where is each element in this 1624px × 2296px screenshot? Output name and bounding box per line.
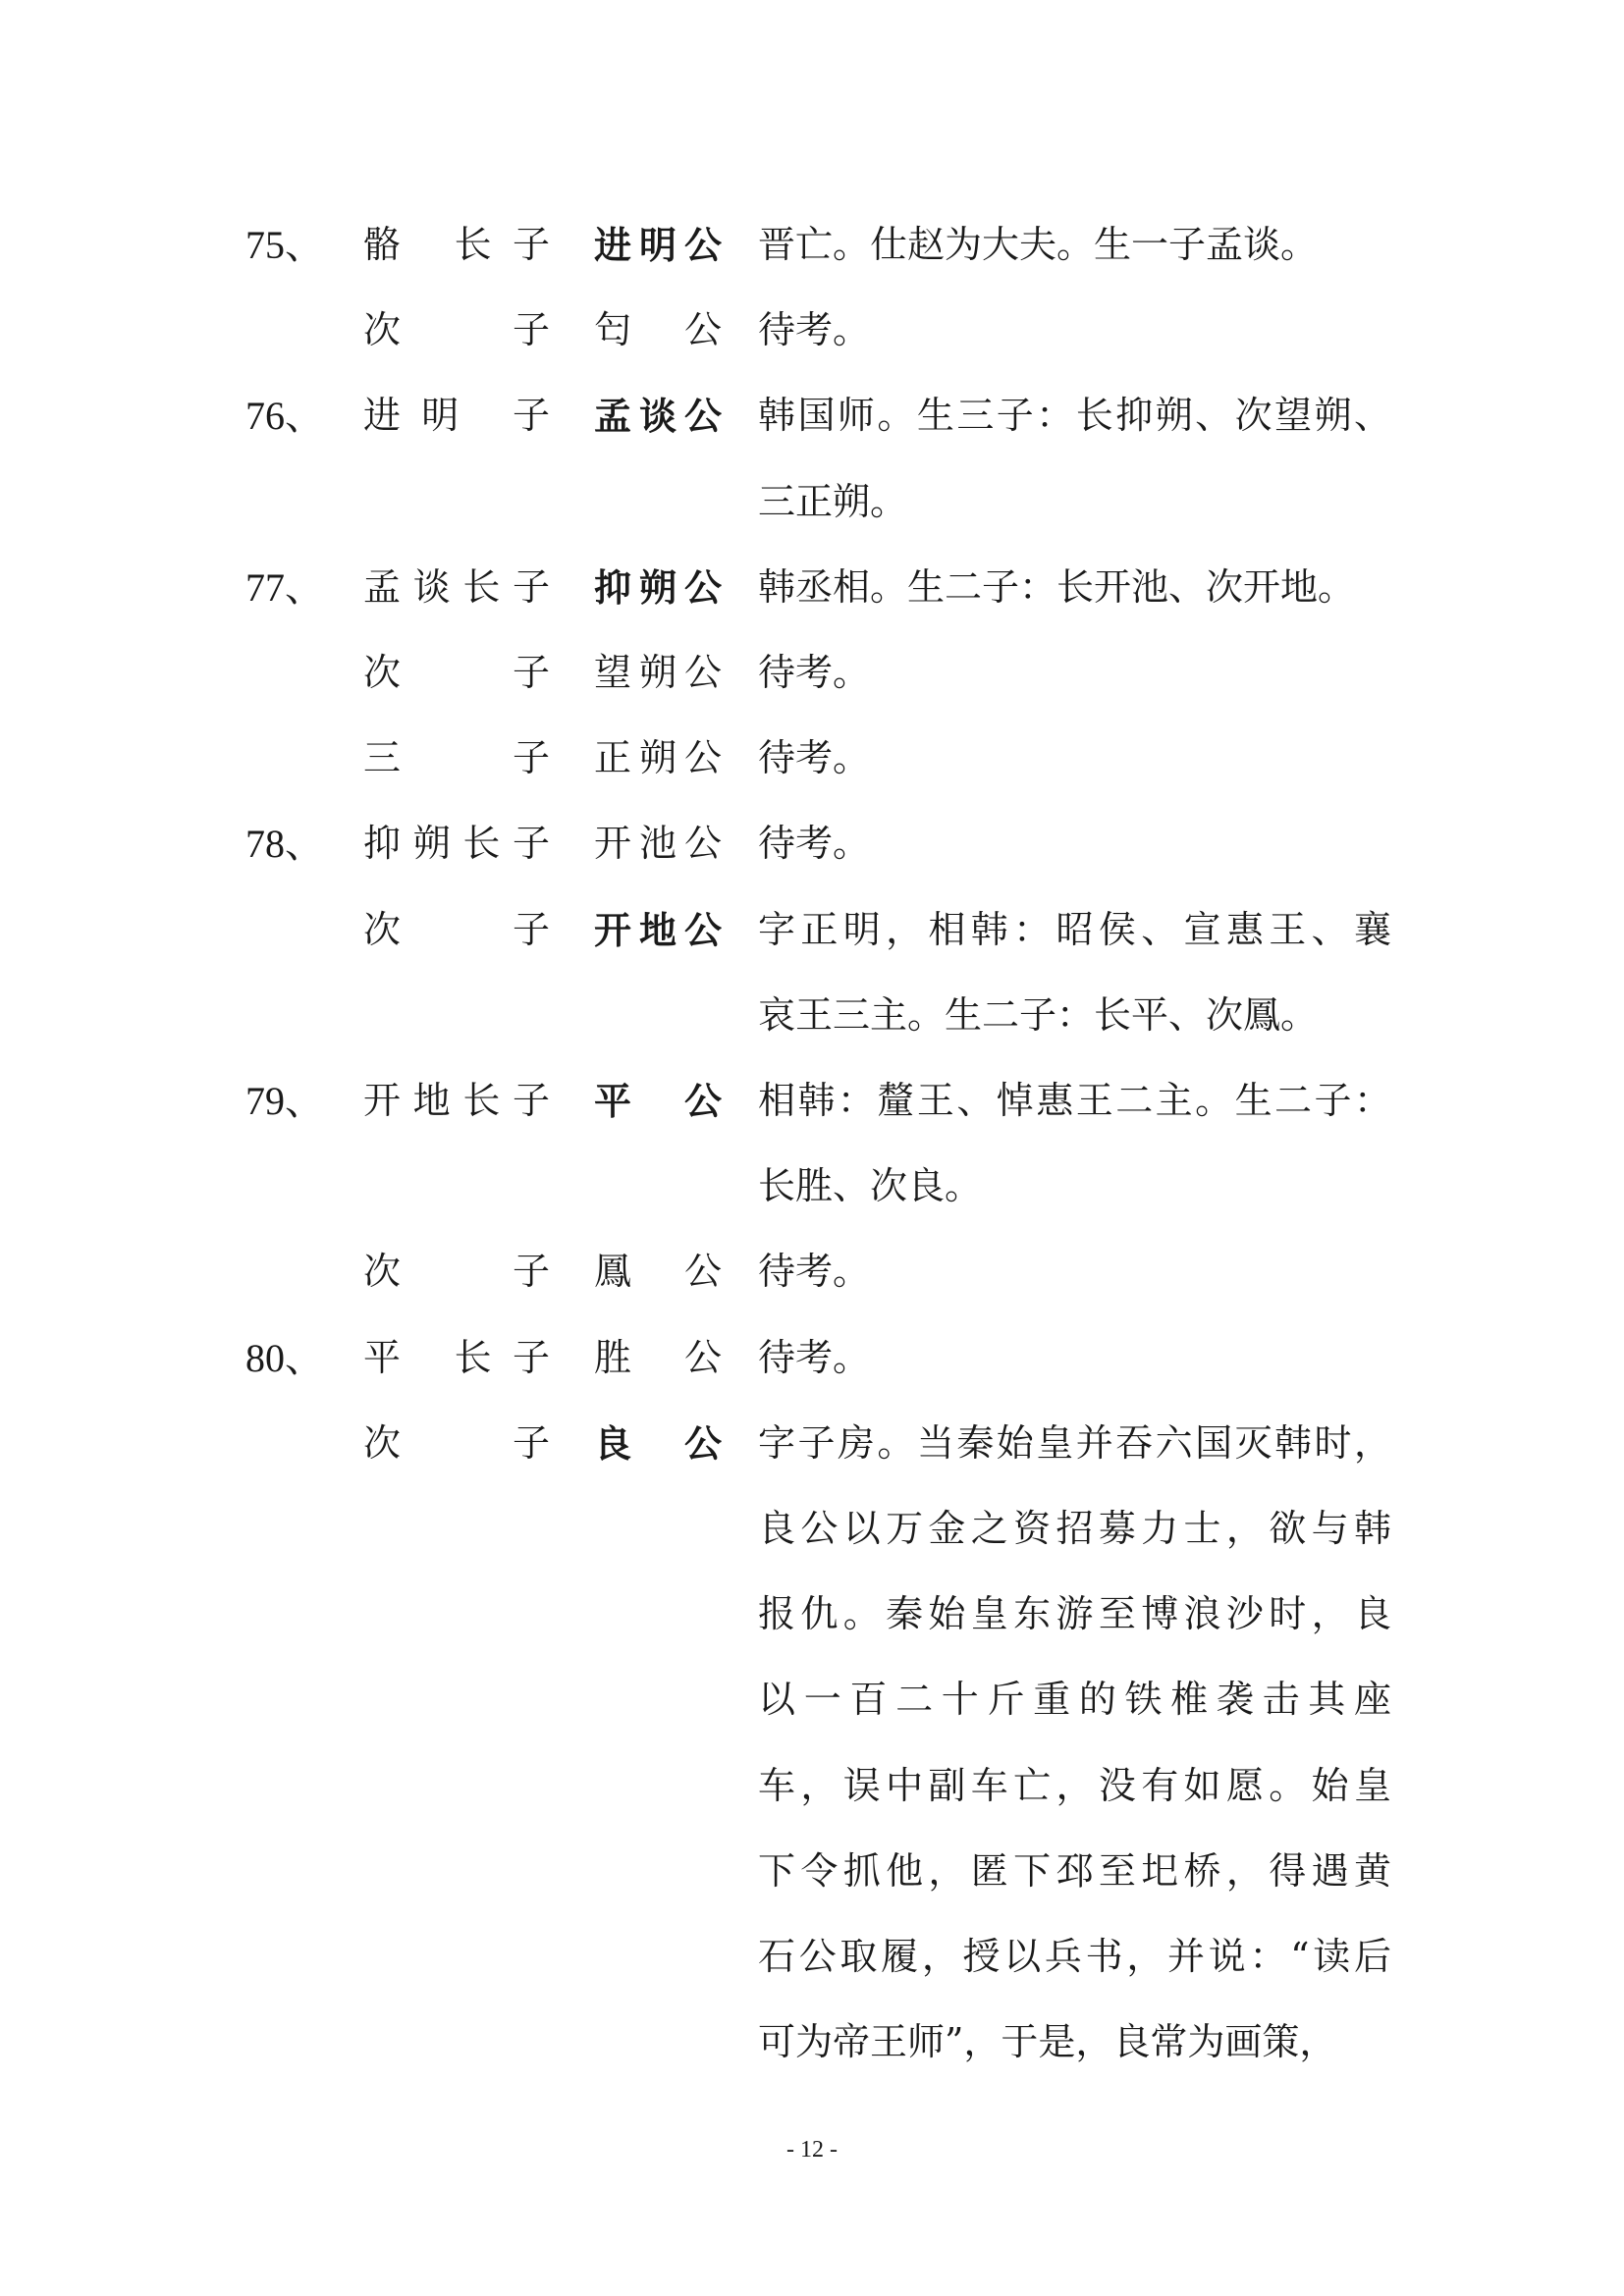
- entry-continuation: [0, 1743, 1624, 1829]
- entry-number: 77、: [245, 564, 324, 610]
- genealogy-entry: [0, 1401, 1624, 1486]
- entry-name: 胜 公: [594, 1335, 722, 1379]
- entry-relation: 次子: [363, 907, 550, 951]
- entry-description: 相韩：釐王、悼惠王二主。生二子：: [758, 1079, 1391, 1122]
- entry-name: 鳳 公: [594, 1250, 722, 1294]
- entry-name: 正朔公: [594, 736, 722, 780]
- entry-description: 报仇。秦始皇东游至博浪沙时，良: [758, 1592, 1391, 1636]
- entry-continuation: [0, 1914, 1624, 2000]
- entry-name: 开池公: [594, 822, 722, 866]
- genealogy-entry: [0, 1229, 1624, 1314]
- entry-description: 待考。: [758, 308, 871, 352]
- entry-relation: 次子: [363, 651, 550, 694]
- entry-number: 79、: [245, 1079, 324, 1123]
- entry-name: 抑朔公: [594, 564, 722, 610]
- genealogy-entry: [0, 373, 1624, 458]
- entry-name: 良 公: [594, 1420, 722, 1466]
- entry-description: 良公以万金之资招募力士，欲与韩: [758, 1507, 1391, 1550]
- entry-continuation: [0, 1657, 1624, 1742]
- page-number: - 12 -: [786, 2137, 838, 2163]
- entry-description: 待考。: [758, 1335, 871, 1379]
- genealogy-entry: [0, 801, 1624, 886]
- entry-description: 字正明，相韩：昭侯、宣惠王、襄: [758, 907, 1391, 951]
- entry-relation: 孟谈长子: [363, 564, 550, 609]
- genealogy-entry: [0, 1315, 1624, 1401]
- entry-description: 三正朔。: [758, 479, 908, 523]
- entry-number: 80、: [245, 1335, 324, 1380]
- entry-name: 望朔公: [594, 651, 722, 694]
- entry-relation: 三子: [363, 736, 550, 780]
- entry-description: 韩丞相。生二子：长开池、次开地。: [758, 564, 1356, 609]
- entry-description: 字子房。当秦始皇并吞六国灭韩时，: [758, 1420, 1391, 1465]
- entry-name: 平 公: [594, 1079, 722, 1123]
- entry-continuation: [0, 1572, 1624, 1657]
- entry-relation: 次子: [363, 308, 550, 352]
- entry-description: 待考。: [758, 1250, 871, 1294]
- entry-relation: 次子: [363, 1250, 550, 1294]
- entry-relation: 开地长子: [363, 1079, 550, 1122]
- entry-name: 开地公: [594, 907, 722, 952]
- genealogy-entry: [0, 545, 1624, 630]
- entry-description: 下令抓他，匿下邳至圯桥，得遇黄: [758, 1848, 1391, 1893]
- genealogy-entry: [0, 716, 1624, 801]
- entry-continuation: [0, 459, 1624, 545]
- genealogy-entry: [0, 1058, 1624, 1144]
- entry-description: 韩国师。生三子：长抑朔、次望朔、: [758, 394, 1391, 438]
- entry-name: 进明公: [594, 223, 722, 267]
- entry-continuation: [0, 1144, 1624, 1229]
- entry-name: 孟谈公: [594, 394, 722, 439]
- entry-description: 晋亡。仕赵为大夫。生一子孟谈。: [758, 223, 1319, 266]
- entry-description: 可为帝王师”，于是，良常为画策，: [758, 2020, 1337, 2064]
- entry-continuation: [0, 2000, 1624, 2085]
- genealogy-entry: [0, 202, 1624, 288]
- entry-description: 待考。: [758, 651, 871, 694]
- entry-name: 匄 公: [594, 308, 722, 352]
- entry-description: 待考。: [758, 736, 871, 780]
- entry-description: 石公取履，授以兵书，并说：“读后: [758, 1935, 1391, 1978]
- entry-continuation: [0, 1829, 1624, 1914]
- genealogy-entry: [0, 630, 1624, 716]
- entry-number: 78、: [245, 822, 324, 867]
- entry-continuation: [0, 973, 1624, 1058]
- genealogy-entry: [0, 887, 1624, 973]
- entry-relation: 骼 长子: [363, 223, 550, 266]
- genealogy-entry: [0, 288, 1624, 373]
- entry-relation: 平 长子: [363, 1335, 550, 1379]
- entry-description: 长胜、次良。: [758, 1164, 983, 1208]
- entry-number: 75、: [245, 223, 324, 267]
- entry-number: 76、: [245, 394, 324, 439]
- entry-relation: 进明 子: [363, 394, 550, 438]
- entry-description: 以一百二十斤重的铁椎袭击其座: [758, 1678, 1391, 1722]
- entry-relation: 抑朔长子: [363, 822, 550, 866]
- entry-continuation: [0, 1486, 1624, 1572]
- entry-description: 待考。: [758, 822, 871, 866]
- entry-description: 车，误中副车亡，没有如愿。始皇: [758, 1763, 1391, 1807]
- entry-description: 哀王三主。生二子：长平、次鳳。: [758, 992, 1319, 1037]
- entry-relation: 次子: [363, 1420, 550, 1465]
